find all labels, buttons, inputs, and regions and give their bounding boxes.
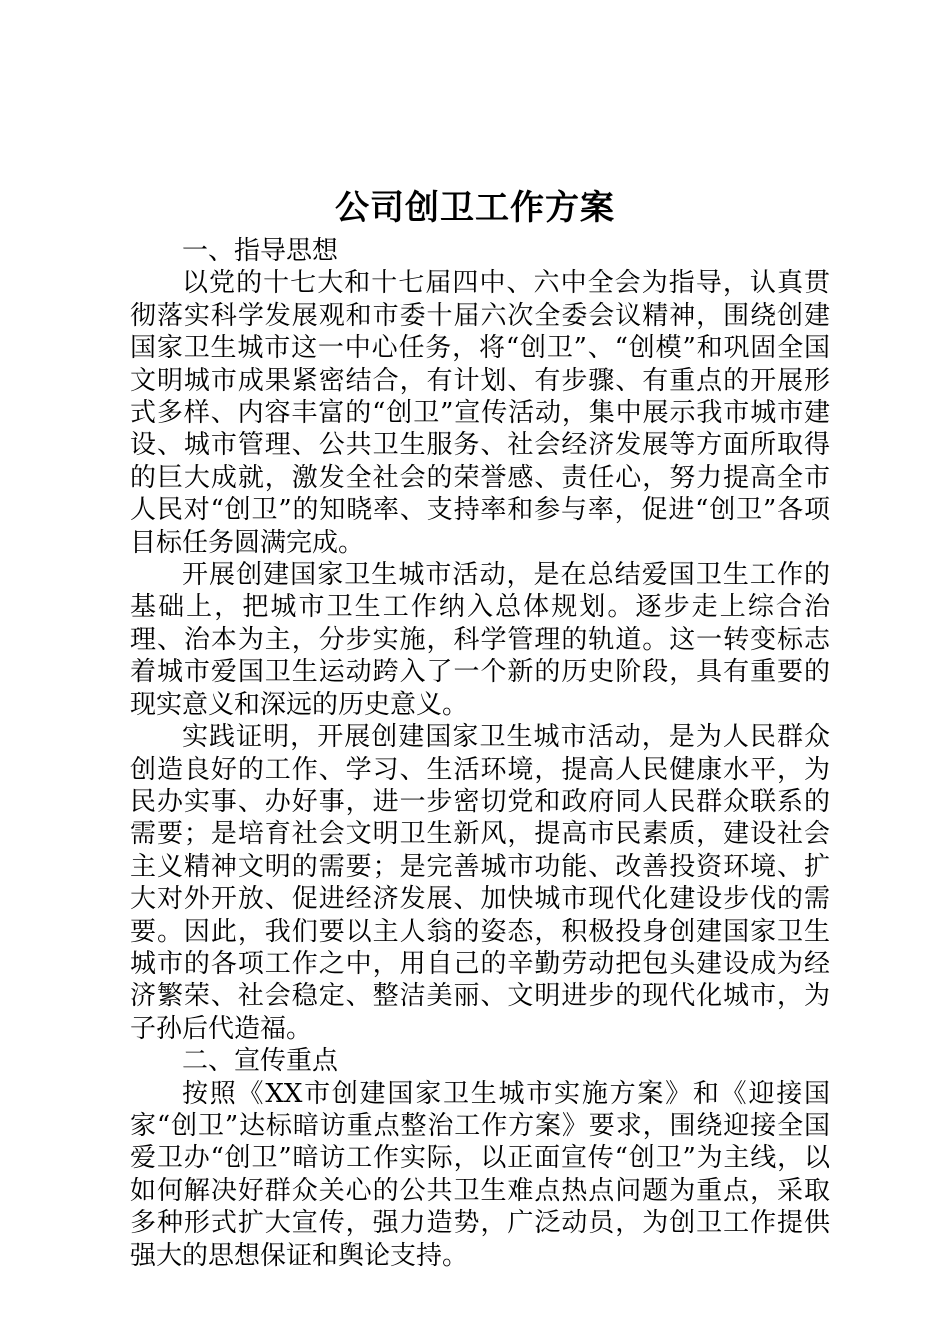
document-body — [130, 235, 830, 1272]
paragraph-guiding-ideology: 以党的十七大和十七届四中、六中全会为指导，认真贯彻落实科学发展观和市委十届六次全委会议精神，围绕创建国家卫生城市这一中心任务，将“创卫”、“创模”和巩固全国文明城市成果紧密结合，有计划、有步骤、有重点的开展形式多样、内容丰富的“创卫”宣传活动，集中展示我市城市建设、城市管理、公共卫生服务、社会经济发展等方面所取得的巨大成就，激发全社会的荣誉感、责任心，努力提高全市人民对“创卫”的知晓率、支持率和参与率，促进“创卫”各项目标任务圆满完成。 — [130, 268, 830, 558]
paragraph-activity-significance: 开展创建国家卫生城市活动，是在总结爱国卫生工作的基础上，把城市卫生工作纳入总体规划。逐步走上综合治理、治本为主，分步实施，科学管理的轨道。这一转变标志着城市爱国卫生运动跨入了一个新的历史阶段，具有重要的现实意义和深远的历史意义。 — [130, 560, 830, 720]
section-heading-publicity-focus: 二、宣传重点 — [182, 1046, 339, 1077]
paragraph-publicity-focus: 按照《XX市创建国家卫生城市实施方案》和《迎接国家“创卫”达标暗访重点整治工作方案》要求，围绕迎接全国爱卫办“创卫”暗访工作实际，以正面宣传“创卫”为主线，以如何解决好群众关心的公共卫生难点热点问题为重点，采取多种形式扩大宣传，强力造势，广泛动员，为创卫工作提供强大的思想保证和舆论支持。 — [130, 1078, 830, 1271]
section-heading-guiding-ideology: 一、指导思想 — [182, 236, 339, 266]
paragraph-practice-proof: 实践证明，开展创建国家卫生城市活动，是为人民群众创造良好的工作、学习、生活环境，提高人民健康水平，为民办实事、办好事，进一步密切党和政府同人民群众联系的需要；是培育社会文明卫生新风，提高市民素质，建设社会主义精神文明的需要；是完善城市功能、改善投资环境、扩大对外开放、促进经济发展、加快城市现代化建设步伐的需要。因此，我们要以主人翁的姿态，积极投身创建国家卫生城市的各项工作之中，用自己的辛勤劳动把包头建设成为经济繁荣、社会稳定、整洁美丽、文明进步的现代化城市，为子孙后代造福。 — [130, 722, 830, 1044]
document-title: 公司创卫工作方案 — [335, 188, 615, 228]
